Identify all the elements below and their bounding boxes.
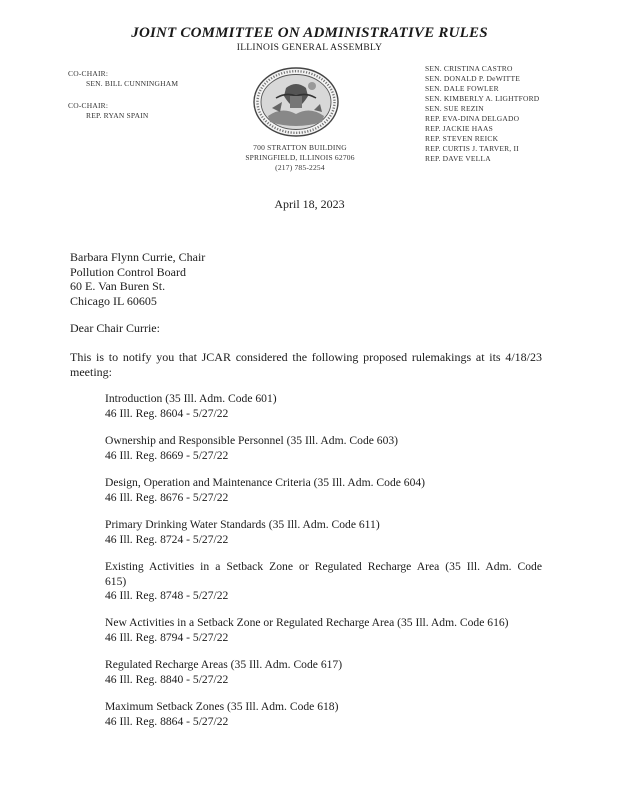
recipient-line: Chicago IL 60605: [70, 293, 157, 308]
recipient-address: [70, 250, 205, 308]
letterhead-subtitle: ILLINOIS GENERAL ASSEMBLY: [236, 43, 383, 53]
recipient-line: Barbara Flynn Currie, Chair: [70, 250, 206, 264]
rulemaking-item: [105, 658, 342, 687]
rulemaking-citation: 46 Ill. Reg. 8676 - 5/27/22: [105, 490, 229, 504]
intro-paragraph: This is to notify you that JCAR considered the following proposed rulemakings at its 4/18/23 meeting:: [70, 350, 542, 379]
cochair-1-label: CO-CHAIR:: [68, 69, 109, 78]
member-name: SEN. KIMBERLY A. LIGHTFORD: [425, 94, 540, 103]
letter-date: April 18, 2023: [274, 197, 345, 211]
state-seal: [252, 66, 340, 138]
rulemaking-title-continued: 615): [105, 574, 127, 588]
member-name: SEN. DALE FOWLER: [425, 84, 499, 93]
member-name: REP. STEVEN REICK: [425, 134, 499, 143]
committee-members: [425, 64, 539, 164]
state-seal-icon: [252, 66, 340, 138]
member-name: SEN. SUE REZIN: [425, 104, 484, 113]
rulemaking-title: Regulated Recharge Areas (35 Ill. Adm. Code 617): [105, 658, 343, 671]
rulemaking-citation: 46 Ill. Reg. 8604 - 5/27/22: [105, 406, 229, 420]
salutation: Dear Chair Currie:: [70, 321, 160, 335]
address-phone: (217) 785-2254: [275, 163, 325, 172]
letterhead-title: JOINT COMMITTEE ON ADMINISTRATIVE RULES: [131, 25, 488, 41]
recipient-line: Pollution Control Board: [70, 264, 187, 279]
cochair-2-name: REP. RYAN SPAIN: [86, 111, 149, 120]
rulemaking-citation: 46 Ill. Reg. 8724 - 5/27/22: [105, 532, 229, 546]
address-city: SPRINGFIELD, ILLINOIS 62706: [245, 153, 355, 162]
rulemaking-title: Introduction (35 Ill. Adm. Code 601): [105, 392, 277, 405]
rulemaking-citation: 46 Ill. Reg. 8864 - 5/27/22: [105, 714, 229, 728]
cochair-2-label: CO-CHAIR:: [68, 101, 109, 110]
rulemaking-title: Design, Operation and Maintenance Criteria (35 Ill. Adm. Code 604): [105, 476, 426, 489]
rulemaking-citation: 46 Ill. Reg. 8669 - 5/27/22: [105, 448, 229, 462]
rulemaking-title: Ownership and Responsible Personnel (35 Ill. Adm. Code 603): [105, 434, 399, 447]
rulemaking-item: [105, 700, 338, 729]
recipient-line: 60 E. Van Buren St.: [70, 279, 166, 294]
rulemaking-title: Primary Drinking Water Standards (35 Ill. Adm. Code 611): [105, 518, 380, 531]
member-name: SEN. CRISTINA CASTRO: [425, 64, 513, 73]
rulemaking-item: [105, 392, 277, 421]
rulemaking-item: [105, 518, 380, 547]
rulemaking-item: [105, 616, 509, 645]
committee-address: [230, 143, 370, 173]
rulemaking-citation: 46 Ill. Reg. 8748 - 5/27/22: [105, 589, 229, 603]
cochair-1-name: SEN. BILL CUNNINGHAM: [86, 79, 179, 88]
rulemaking-citation: 46 Ill. Reg. 8840 - 5/27/22: [105, 672, 229, 686]
rulemaking-title: Maximum Setback Zones (35 Ill. Adm. Code 618): [105, 700, 339, 713]
rulemaking-item: [105, 560, 542, 604]
member-name: REP. DAVE VELLA: [425, 154, 491, 163]
rulemaking-citation: 46 Ill. Reg. 8794 - 5/27/22: [105, 630, 229, 644]
rulemaking-title: Existing Activities in a Setback Zone or Regulated Recharge Area (35 Ill. Adm. Code: [105, 560, 542, 573]
address-street: 700 STRATTON BUILDING: [253, 143, 347, 152]
member-name: REP. EVA-DINA DELGADO: [425, 114, 520, 123]
rulemaking-item: [105, 476, 425, 505]
member-name: REP. JACKIE HAAS: [425, 124, 494, 133]
rulemaking-item: [105, 434, 398, 463]
rulemaking-title: New Activities in a Setback Zone or Regulated Recharge Area (35 Ill. Adm. Code 616): [105, 616, 509, 629]
member-name: REP. CURTIS J. TARVER, II: [425, 144, 519, 153]
member-name: SEN. DONALD P. DeWITTE: [425, 74, 521, 83]
